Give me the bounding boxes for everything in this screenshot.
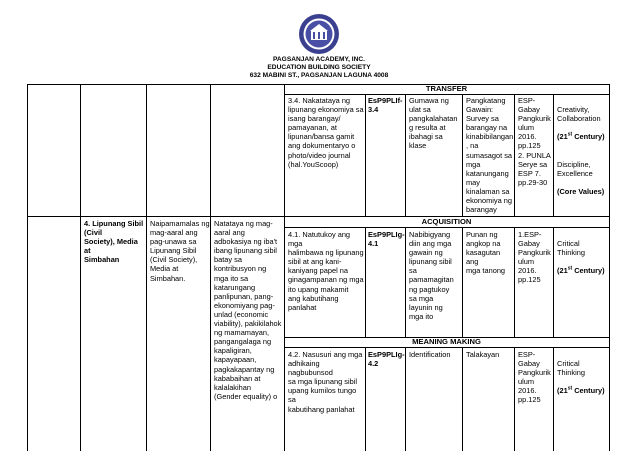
school-address: 632 MABINI ST., PAGSANJAN LAGUNA 4008 xyxy=(249,72,389,79)
skills-values-text: Discipline, Excellence xyxy=(557,159,593,178)
meaning-code: EsP9PLIg- 4.2 xyxy=(368,350,405,369)
col-border xyxy=(462,227,463,337)
col-border xyxy=(553,227,554,337)
acquisition-band-bottom xyxy=(284,227,609,228)
skills-text: Creativity, Collaboration xyxy=(557,105,601,124)
transfer-skills xyxy=(557,96,609,196)
col-border xyxy=(365,227,366,337)
content-standard: Naipamamalas ng mag-aaral ang pag-unawa sa Lipunang Sibil (Civil Society), Media at Simbahan. xyxy=(150,219,210,283)
meaning-activity: 4.2. Nasusuri ang mga adhikaing nagbubunsod sa mga lipunang sibil upang kumilos tungo sa kabutihang panlahat xyxy=(288,350,363,414)
meaning-tool-1: Identification xyxy=(409,350,451,359)
col-border xyxy=(405,227,406,337)
transfer-band-bottom xyxy=(284,94,609,95)
col-border xyxy=(80,84,81,451)
acquisition-tool-1: Nabibigyang diin ang mga gawain ng lipunang sibil sa pamamagitan ng pagtukoy sa mga layunin ng mga ito xyxy=(409,230,454,321)
col-border xyxy=(609,84,610,451)
col-border xyxy=(365,94,366,216)
col-border xyxy=(210,84,211,451)
transfer-tool-1: Gumawa ng ulat sa pangkalahatan g resulta at ibahagi sa klase xyxy=(409,96,458,151)
col-border xyxy=(514,227,515,337)
transfer-activity: 3.4. Nakatataya ng lipunang ekonomiya sa isang barangay/ pamayanan, at lipunan/bansa gamit ang dokumentaryo o photo/video journal (hal.YouScoop) xyxy=(288,96,364,169)
transfer-tool-2: Pangkatang Gawain: Survey sa barangay na kinabibilangan , na sumasagot sa mga katanungang may kinalaman sa ekonomiya ng barangay xyxy=(466,96,514,215)
skills-century: (21st Century) xyxy=(557,131,605,142)
col-border xyxy=(405,347,406,451)
meaning-resources: ESP- Gabay Pangkurik ulum 2016. pp.125 xyxy=(518,350,551,405)
skills-text: Critical Thinking xyxy=(557,359,585,378)
meaning-tool-2: Talakayan xyxy=(466,350,500,359)
skills-core-values: (Core Values) xyxy=(557,186,605,196)
meaning-band-bottom xyxy=(284,347,609,348)
col-border xyxy=(146,84,147,451)
meaning-skills xyxy=(557,350,609,395)
col-border xyxy=(553,94,554,216)
section-meaning-making: MEANING MAKING xyxy=(412,337,481,346)
skills-century: (21st Century) xyxy=(557,265,605,276)
col-border xyxy=(514,347,515,451)
section-acquisition: ACQUISITION xyxy=(421,217,472,226)
lesson-topic: 4. Lipunang Sibil (Civil Society), Media at Simbahan xyxy=(84,219,144,265)
acquisition-resources: 1.ESP- Gabay Pangkurik ulum 2016. pp.125 xyxy=(518,230,551,285)
transfer-code: EsP9PLIf- 3.4 xyxy=(368,96,403,115)
performance-standard: Natataya ng mag- aaral ang adbokasiya ng iba't ibang lipunang sibil batay sa kontribusyon ng mga ito sa katarungang panlipunan, pang- ekonomiyang pag- unlad (economic viability), pakikilahok ng mamamayan, pangangalaga ng kapaligiran, kapayapaan, pagkakapantay ng kababaihan at kalalakihan (Gender equality) o xyxy=(214,219,282,401)
acquisition-activity: 4.1. Natutukoy ang mga halimbawa ng lipunang sibil at ang kani- kaniyang papel na ginagampanan ng mga ito upang makamit ang kabutihang panlahat xyxy=(288,230,364,312)
col-border xyxy=(405,94,406,216)
skills-text: Critical Thinking xyxy=(557,239,585,258)
acquisition-skills xyxy=(557,230,609,275)
school-name: PAGSANJAN ACADEMY, INC. xyxy=(273,56,365,63)
col-border xyxy=(27,84,28,451)
acquisition-code: EsP9PLIg- 4.1 xyxy=(368,230,405,249)
section-transfer: TRANSFER xyxy=(425,84,468,93)
skills-century: (21st Century) xyxy=(557,385,605,396)
col-border xyxy=(365,347,366,451)
col-border xyxy=(284,84,285,451)
col-border xyxy=(553,347,554,451)
col-border xyxy=(462,94,463,216)
transfer-resources: ESP- Gabay Pangkurik ulum 2016. pp.125 2. PUNLA Serye sa ESP 7. pp.29-30 xyxy=(518,96,551,187)
acquisition-tool-2: Punan ng angkop na kasagutan ang mga tanong xyxy=(466,230,506,276)
society-name: EDUCATION BUILDING SOCIETY xyxy=(267,64,371,71)
col-border xyxy=(462,347,463,451)
col-border xyxy=(514,94,515,216)
